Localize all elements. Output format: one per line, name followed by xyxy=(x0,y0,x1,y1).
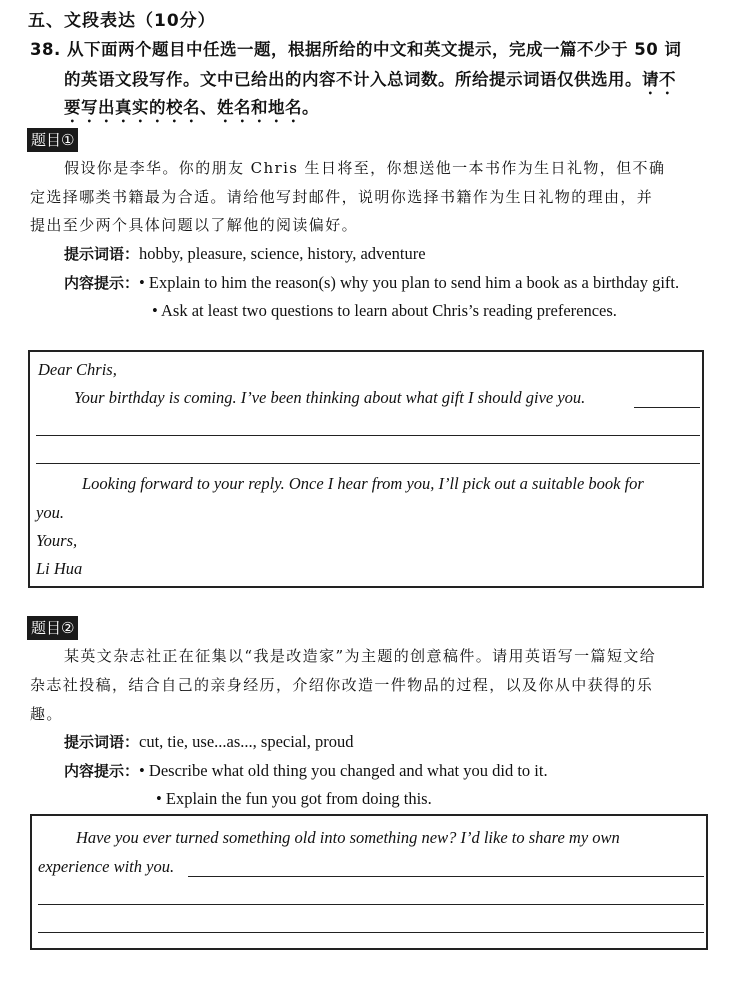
topic1-bullet-2: • Ask at least two questions to learn about Chris’s reading preferences. xyxy=(152,301,617,320)
writing-line[interactable] xyxy=(188,876,704,877)
topic1-bullet-1: • Explain to him the reason(s) why you plan to send him a book as a birthday gift. xyxy=(139,273,680,292)
letter-opening: Your birthday is coming. I’ve been thinking about what gift I should give you. xyxy=(74,388,586,407)
topic1-answer-box xyxy=(28,350,704,588)
topic2-label: 题目② xyxy=(27,616,78,640)
topic1-content-row xyxy=(64,272,679,293)
topic1-keywords: hobby, pleasure, science, history, adventure xyxy=(139,244,426,263)
question-emphasis-start: 请不 xyxy=(642,70,676,89)
topic2-keywords-row xyxy=(64,731,353,752)
topic1-para-line-2: 定选择哪类书籍最为合适。请给他写封邮件，说明你选择书籍作为生日礼物的理由，并 xyxy=(30,188,654,206)
topic1-keywords-row xyxy=(64,243,426,264)
topic2-answer-box xyxy=(30,814,708,950)
topic1-content-label: 内容提示： xyxy=(64,274,140,292)
topic2-bullet-1: • Describe what old thing you changed and what you did to it. xyxy=(139,761,548,780)
topic1-para-line-1: 假设你是李华。你的朋友 Chris 生日将至，你想送他一本书作为生日礼物，但不确 xyxy=(64,159,666,177)
section-title: 五、文段表达（10分） xyxy=(28,11,216,31)
topic2-keywords: cut, tie, use...as..., special, proud xyxy=(139,732,354,751)
topic2-content-label: 内容提示： xyxy=(64,762,140,780)
question-line-2-text: 的英语文段写作。文中已给出的内容不计入总词数。所给提示词语仅供选用。 xyxy=(64,70,642,89)
letter-signoff: Yours, xyxy=(36,531,78,550)
writing-line[interactable] xyxy=(36,463,700,464)
topic2-keywords-label: 提示词语： xyxy=(64,733,140,751)
topic1-para-line-3: 提出至少两个具体问题以了解他的阅读偏好。 xyxy=(30,216,359,234)
writing-line[interactable] xyxy=(36,435,700,436)
topic2-content-row xyxy=(64,760,548,781)
letter-closing-line-2: you. xyxy=(36,503,64,522)
writing-line[interactable] xyxy=(38,904,704,905)
topic2-bullet-2: • Explain the fun you got from doing this. xyxy=(156,789,432,808)
topic1-label: 题目① xyxy=(27,128,78,152)
letter-name: Li Hua xyxy=(36,559,83,578)
topic1-keywords-label: 提示词语： xyxy=(64,245,140,263)
topic2-para-line-3: 趣。 xyxy=(30,705,63,723)
essay-opening-line-1: Have you ever turned something old into something new? I’d like to share my own xyxy=(76,828,620,847)
essay-opening-line-2: experience with you. xyxy=(38,857,175,876)
question-line-1: 38. 从下面两个题目中任选一题，根据所给的中文和英文提示，完成一篇不少于 50 词 xyxy=(30,40,682,59)
topic2-para-line-1: 某英文杂志社正在征集以“我是改造家”为主题的创意稿件。请用英语写一篇短文给 xyxy=(64,647,657,665)
letter-closing-line-1: Looking forward to your reply. Once I hear from you, I’ll pick out a suitable book for xyxy=(82,474,644,493)
question-line-3: 要写出真实的校名、姓名和地名。 xyxy=(64,98,319,117)
letter-salutation: Dear Chris, xyxy=(38,360,117,379)
topic2-para-line-2: 杂志社投稿，结合自己的亲身经历，介绍你改造一件物品的过程，以及你从中获得的乐 xyxy=(30,676,654,694)
writing-line[interactable] xyxy=(634,407,700,408)
writing-line[interactable] xyxy=(38,932,704,933)
